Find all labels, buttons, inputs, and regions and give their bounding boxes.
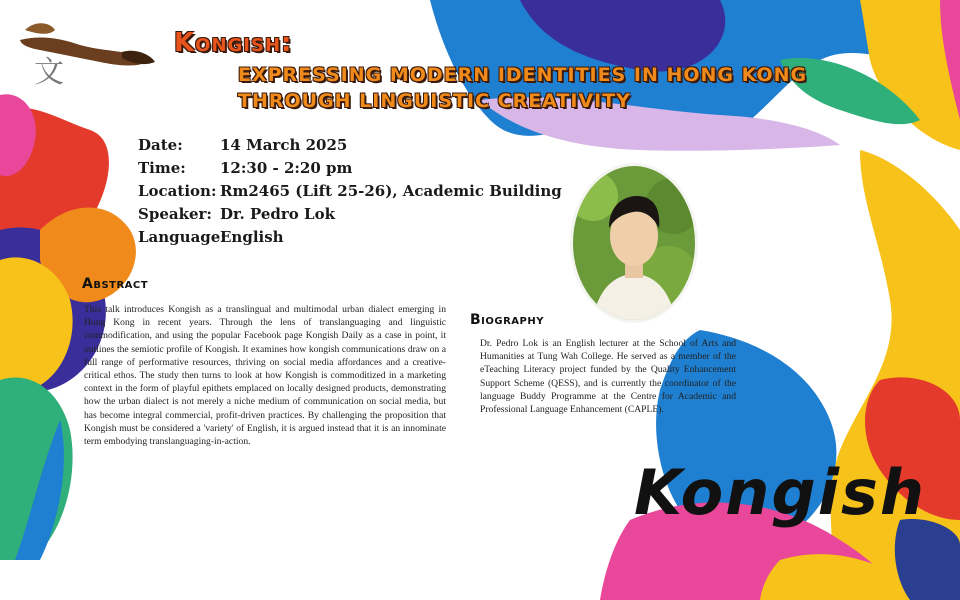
detail-row-time [138,159,562,182]
detail-row-language [138,228,562,251]
speaker-value: Dr. Pedro Lok [220,205,335,223]
location-label: Location: [138,182,217,200]
event-details [138,136,562,251]
biography-text: Dr. Pedro Lok is an English lecturer at the School of Arts and Humanities at Tung Wah College. He served as a member of the eTeaching Literacy project funded by the Quality Enhancement Support Scheme (QESS), and is currently the coordinator of the language Buddy Programme at the Centre for Academic and Professional Language Enhancement (CAPLE). [480,338,736,416]
detail-row-date [138,136,562,159]
language-value: English [220,228,284,246]
detail-row-location [138,182,562,205]
speaker-label: Speaker: [138,205,212,223]
date-label: Date: [138,136,183,154]
time-value: 12:30 - 2:20 pm [220,159,353,177]
abstract-heading: Abstract [82,276,149,292]
abstract-text: This talk introduces Kongish as a translingual and multimodal urban dialect emerging in Hong Kong in recent years. Through the lens of translanguaging and linguistic commodification, and using the popular Facebook page Kongish Daily as a case in point, it outlines the semiotic profile of Kongish. It examines how kongish communications draw on a full range of performative resources, thriving on social media affordances and a creative-critical ethos. The study then turns to look at how Kongish is commoditized in a marketing context in the form of playful epithets emplaced on locally designed products, demonstrating how the urban dialect is not merely a niche medium of communication on social media, but has become integral commercial, profit-driven practices. By challenging the proposition that Kongish must be considered a 'variety' of English, it is argued instead that it is an innominate term embodying translanguaging-in-action. [84,304,446,448]
language-label: Language: [138,228,226,246]
svg-text:文: 文 [34,55,64,90]
event-title: Kongish: [174,28,293,58]
event-subtitle: EXPRESSING MODERN IDENTITIES IN HONG KONG THROUGH LINGUISTIC CREATIVITY [238,64,808,112]
biography-heading: Biography [470,312,544,328]
detail-row-speaker [138,205,562,228]
location-value: Rm2465 (Lift 25-26), Academic Building [220,182,562,200]
calligraphy-brush-icon [10,10,160,90]
kongish-wordmark: Kongish [634,456,927,529]
date-value: 14 March 2025 [220,136,348,154]
time-label: Time: [138,159,186,177]
speaker-photo [570,163,698,323]
